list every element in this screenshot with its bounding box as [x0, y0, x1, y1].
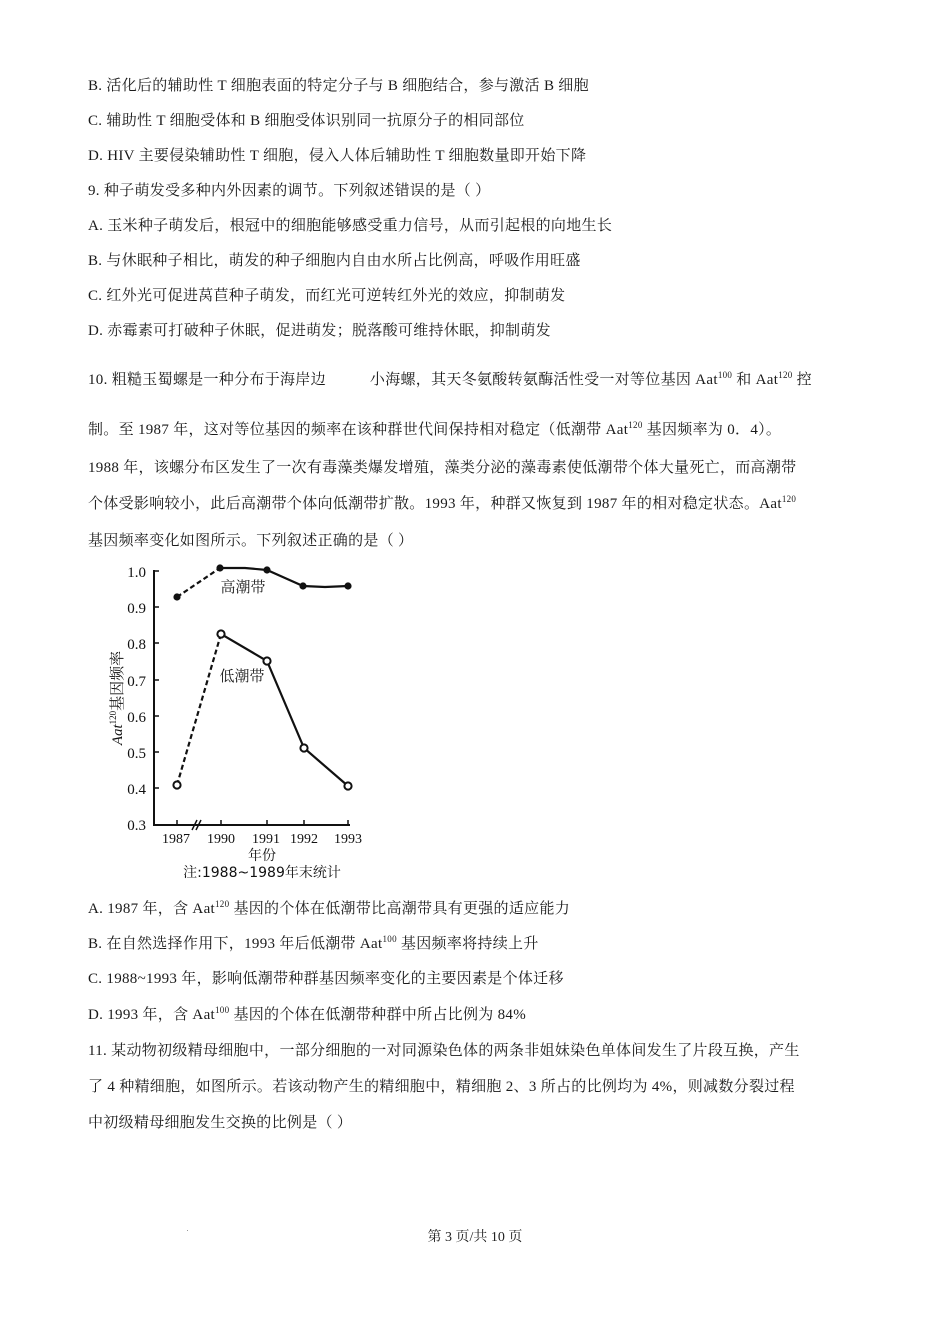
svg-text:0.4: 0.4 [127, 782, 146, 798]
svg-text:0.6: 0.6 [127, 710, 146, 726]
x-axis-label: 年份 [248, 848, 276, 864]
svg-text:1991: 1991 [252, 832, 280, 847]
q10-stem-line-5: 基因频率变化如图所示。下列叙述正确的是（ ） [88, 533, 414, 549]
svg-text:1.0: 1.0 [127, 565, 146, 581]
svg-text:1993: 1993 [334, 832, 362, 847]
svg-text:1992: 1992 [290, 832, 318, 847]
q8-option-b: B. 活化后的辅助性 T 细胞表面的特定分子与 B 细胞结合，参与激活 B 细胞 [88, 78, 589, 94]
svg-text:1987: 1987 [162, 832, 190, 847]
q11-stem-line-1: 11. 某动物初级精母细胞中，一部分细胞的一对同源染色体的两条非姐妹染色单体间发生了片段互换，产生 [88, 1043, 800, 1059]
q10-stem-line-3: 1988 年，该螺分布区发生了一次有毒藻类爆发增殖，藻类分泌的藻毒素使低潮带个体大量死亡，而高潮带 [88, 460, 797, 476]
svg-text:0.8: 0.8 [127, 637, 146, 653]
q10-stem-line-1: 10. 粗糙玉蜀螺是一种分布于海岸边 小海螺，其天冬氨酸转氨酶活性受一对等位基因 Aat$^{100}$ 和 Aat$^{120}$ 控 [88, 370, 812, 388]
q10-stem-line-4: 个体受影响较小，此后高潮带个体向低潮带扩散。1993 年，种群又恢复到 1987 年的相对稳定状态。Aat$^{120}$ [88, 494, 797, 512]
chart-note: 注:1988~1989年末统计 [183, 865, 341, 881]
q10-option-a: A. 1987 年，含 Aat$^{120}$ 基因的个体在低潮带比高潮带具有更强的适应能力 [88, 899, 571, 917]
q9-option-b: B. 与休眠种子相比，萌发的种子细胞内自由水所占比例高，呼吸作用旺盛 [88, 253, 581, 269]
svg-text:0.5: 0.5 [127, 746, 146, 762]
q9-stem: 9. 种子萌发受多种内外因素的调节。下列叙述错误的是（ ） [88, 183, 491, 199]
chart-axes [153, 570, 350, 826]
legend-high-tide: 高潮带 [220, 578, 266, 596]
series-low-tide [177, 634, 348, 786]
q9-option-c: C. 红外光可促进莴苣种子萌发，而红光可逆转红外光的效应，抑制萌发 [88, 288, 566, 304]
svg-text:0.9: 0.9 [127, 601, 146, 617]
page-number: 第 3 页/共 10 页 [427, 1230, 523, 1245]
x-tick-labels [162, 832, 362, 847]
legend-low-tide: 低潮带 [219, 667, 265, 685]
q10-option-c: C. 1988~1993 年，影响低潮带种群基因频率变化的主要因素是个体迁移 [88, 971, 564, 987]
q8-option-c: C. 辅助性 T 细胞受体和 B 细胞受体识别同一抗原分子的相同部位 [88, 113, 525, 129]
q9-option-a: A. 玉米种子萌发后，根冠中的细胞能够感受重力信号，从而引起根的向地生长 [88, 218, 613, 234]
y-tick-labels [127, 565, 146, 834]
q10-stem-line-2: 制。至 1987 年，这对等位基因的频率在该种群世代间保持相对稳定（低潮带 Aat$^{120}$ 基因频率为 0．4）。 [88, 420, 782, 438]
y-axis-label: Aat$^{120}$基因频率 [108, 650, 126, 746]
svg-text:0.3: 0.3 [127, 818, 146, 834]
q10-option-b: B. 在自然选择作用下，1993 年后低潮带 Aat$^{100}$ 基因频率将持续上升 [88, 934, 539, 952]
q11-stem-line-2: 了 4 种精细胞，如图所示。若该动物产生的精细胞中，精细胞 2、3 所占的比例均为 4%，则减数分裂过程 [88, 1079, 795, 1095]
q8-option-d: D. HIV 主要侵染辅助性 T 细胞，侵入人体后辅助性 T 细胞数量即开始下降 [88, 148, 587, 164]
gene-frequency-chart [100, 555, 380, 885]
svg-text:1990: 1990 [207, 832, 235, 847]
q9-option-d: D. 赤霉素可打破种子休眠，促进萌发；脱落酸可维持休眠，抑制萌发 [88, 323, 551, 339]
svg-text:0.7: 0.7 [127, 674, 146, 690]
q10-option-d: D. 1993 年，含 Aat$^{100}$ 基因的个体在低潮带种群中所占比例为 84% [88, 1005, 527, 1023]
q11-stem-line-3: 中初级精母细胞发生交换的比例是（ ） [88, 1115, 353, 1131]
